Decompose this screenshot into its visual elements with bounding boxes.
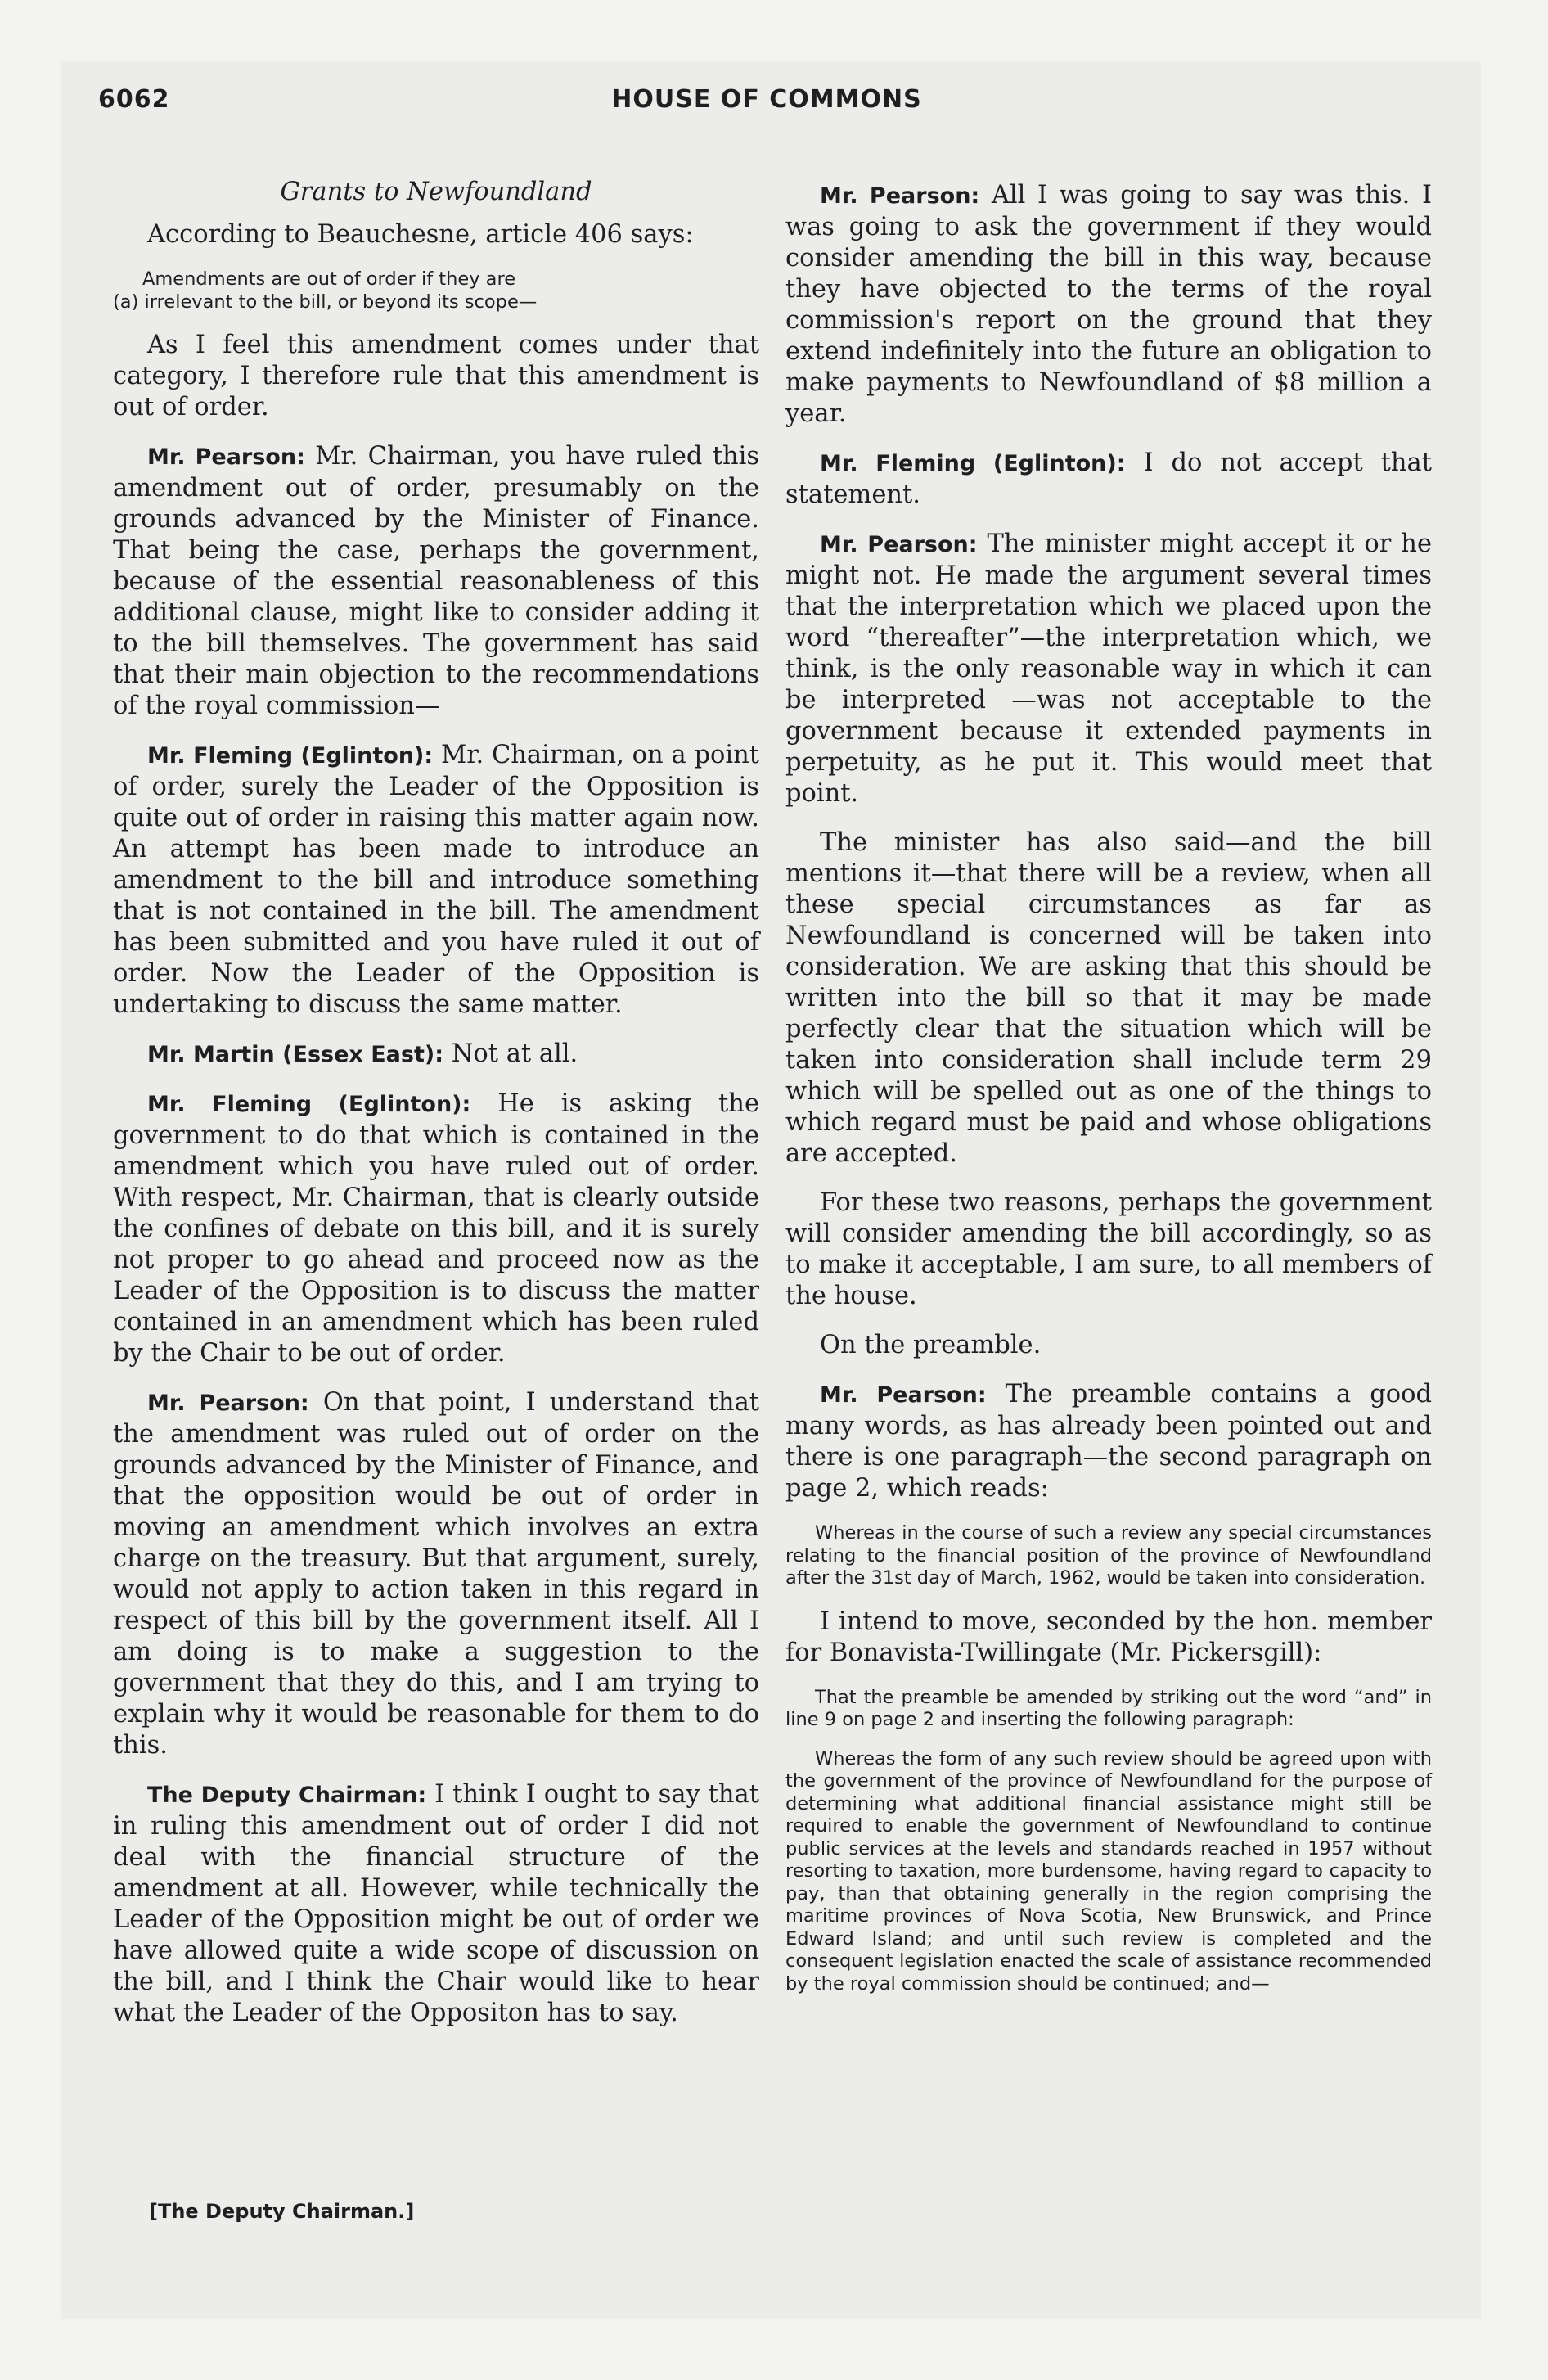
right-column-body xyxy=(785,180,1432,1995)
speech-paragraph xyxy=(785,529,1432,809)
body-paragraph: As I feel this amendment comes under that category, I therefore rule that this amendment is out of order. xyxy=(113,331,759,421)
speaker-name: Mr. Pearson: xyxy=(820,183,980,209)
speaker-footer: [The Deputy Chairman.] xyxy=(149,2200,415,2223)
speech-text: Not at all. xyxy=(451,1039,578,1068)
speech-paragraph xyxy=(113,1387,759,1761)
body-paragraph: The minister has also said—and the bill mentions it—that there will be a review, when all these special circumstances as far as Newfoundland is concerned will be taken into consideration. We are asking that this should be written into the bill so that it may be made perfectly clear that the situation which will be taken into consideration shall include term 29 which will be spelled out as one of the things to which regard must be paid and whose obligations are accepted. xyxy=(785,828,1432,1168)
speech-text: He is asking the government to do that which is contained in the amendment which you have ruled out of order. With respect, Mr. Chairman, that is clearly outside the confines of debate on this bill, and it is surely not proper to go ahead and proceed now as the Leader of the Opposition is to discuss the matter contained in an amendment which has been ruled by the Chair to be out of order. xyxy=(113,1089,759,1368)
speech-paragraph xyxy=(785,1379,1432,1504)
speech-text: I think I ought to say that in ruling this amendment out of order I did not deal with the financial structure of the amendment at all. However, while technically the Leader of the Opposition might be out of order we have allowed quite a wide scope of discussion on the bill, and I think the Chair would like to hear what the Leader of the Oppositon has to say. xyxy=(113,1780,759,2027)
speaker-name: Mr. Martin (Essex East): xyxy=(147,1042,444,1067)
quoted-text: Amendments are out of order if they are xyxy=(142,268,516,290)
quoted-text: Whereas in the course of such a review any special circumstances relating to the financial position of the province of Newfoundland after the 31st day of March, 1962, would be taken into consideration. xyxy=(785,1522,1432,1589)
speech-text: The preamble contains a good many words, as has already been pointed out and there is one paragraph—the second paragraph on page 2, which reads: xyxy=(785,1380,1432,1503)
publication-title: HOUSE OF COMMONS xyxy=(611,85,922,114)
body-paragraph: According to Beauchesne, article 406 says: xyxy=(147,220,694,249)
right-column xyxy=(785,180,1432,2012)
speech-text: On that point, I understand that the amendment was ruled out of order on the grounds advanced by the Minister of Finance, and that the opposition would be out of order in moving an amendment which involves an extra charge on the treasury. But that argument, surely, would not apply to action taken in this regard in respect of this bill by the government itself. All I am doing is to make a suggestion to the government that they do this, and I am trying to explain why it would be reasonable for them to do this. xyxy=(113,1388,760,1760)
speaker-name: Mr. Fleming (Eglinton): xyxy=(147,1092,471,1117)
speech-paragraph xyxy=(785,448,1432,511)
speech-text: Mr. Chairman, on a point of order, surely the Leader of the Opposition is quite out of order in raising this matter again now. An attempt has been made to introduce an amendment to the bill and introduce something that is not contained in the bill. The amendment has been submitted and you have ruled it out of order. Now the Leader of the Opposition is undertaking to discuss the same matter. xyxy=(113,741,759,1019)
quoted-text: (a) irrelevant to the bill, or beyond its scope— xyxy=(113,291,538,313)
speaker-name: Mr. Fleming (Eglinton): xyxy=(147,743,434,769)
quoted-text: Whereas the form of any such review should be agreed upon with the government of the province of Newfoundland for the purpose of determining what additional financial assistance might still be required to enable the government of Newfoundland to continue public services at the levels and standards reached in 1957 without resorting to taxation, more burdensome, having regard to capacity to pay, than that obtaining generally in the region comprising the maritime provinces of Nova Scotia, New Brunswick, and Prince Edward Island; and until such review is completed and the consequent legislation enacted the scale of assistance recommended by the royal commission should be continued; and— xyxy=(785,1747,1432,1995)
speaker-name: Mr. Fleming (Eglinton): xyxy=(820,451,1126,476)
page-header xyxy=(98,85,1435,131)
speech-paragraph xyxy=(113,1779,759,2029)
speech-paragraph xyxy=(113,1039,759,1071)
body-paragraph: On the preamble. xyxy=(820,1331,1042,1359)
speech-paragraph xyxy=(113,740,759,1021)
speaker-name: Mr. Pearson: xyxy=(820,532,978,557)
body-paragraph: I intend to move, seconded by the hon. member for Bonavista-Twillingate (Mr. Pickersgill): xyxy=(785,1607,1432,1667)
speaker-name: Mr. Pearson: xyxy=(147,1391,309,1416)
speaker-name: Mr. Pearson: xyxy=(147,444,305,470)
speech-text: The minister might accept it or he might not. He made the argument several times that the interpretation which we placed upon the word “thereafter”—the interpretation which, we think, is the only reasonable way in which it can be interpreted —was not acceptable to the government because it extended payments in perpetuity, as he put it. This would meet that point. xyxy=(785,530,1433,808)
speech-paragraph xyxy=(785,180,1432,430)
body-paragraph: For these two reasons, perhaps the government will consider amending the bill accordingly, so as to make it acceptable, I am sure, to all members of the house. xyxy=(785,1188,1432,1310)
speech-paragraph xyxy=(113,441,759,722)
speaker-name: The Deputy Chairman: xyxy=(147,1783,427,1808)
speech-paragraph xyxy=(113,1089,759,1369)
page-number: 6062 xyxy=(98,85,170,114)
left-column xyxy=(113,180,759,2047)
speech-text: I do not accept that statement. xyxy=(785,449,1432,509)
section-title: Grants to Newfoundland xyxy=(280,178,592,206)
quoted-text: That the preamble be amended by striking out the word “and” in line 9 on page 2 and inserting the following paragraph: xyxy=(785,1686,1432,1730)
left-column-body xyxy=(113,219,759,2029)
speaker-name: Mr. Pearson: xyxy=(820,1382,987,1408)
speech-text: Mr. Chairman, you have ruled this amendment out of order, presumably on the grounds advanced by the Minister of Finance. That being the case, perhaps the government, because of the essential reasonableness of this additional clause, might like to consider adding it to the bill themselves. The government has said that their main objection to the recommendations of the royal commission— xyxy=(113,442,759,720)
speech-text: All I was going to say was this. I was going to ask the government if they would consider amending the bill in this way, because they have objected to the terms of the royal commission's report on the ground that they extend indefinitely into the future an obligation to make payments to Newfoundland of $8 million a year. xyxy=(785,181,1432,428)
